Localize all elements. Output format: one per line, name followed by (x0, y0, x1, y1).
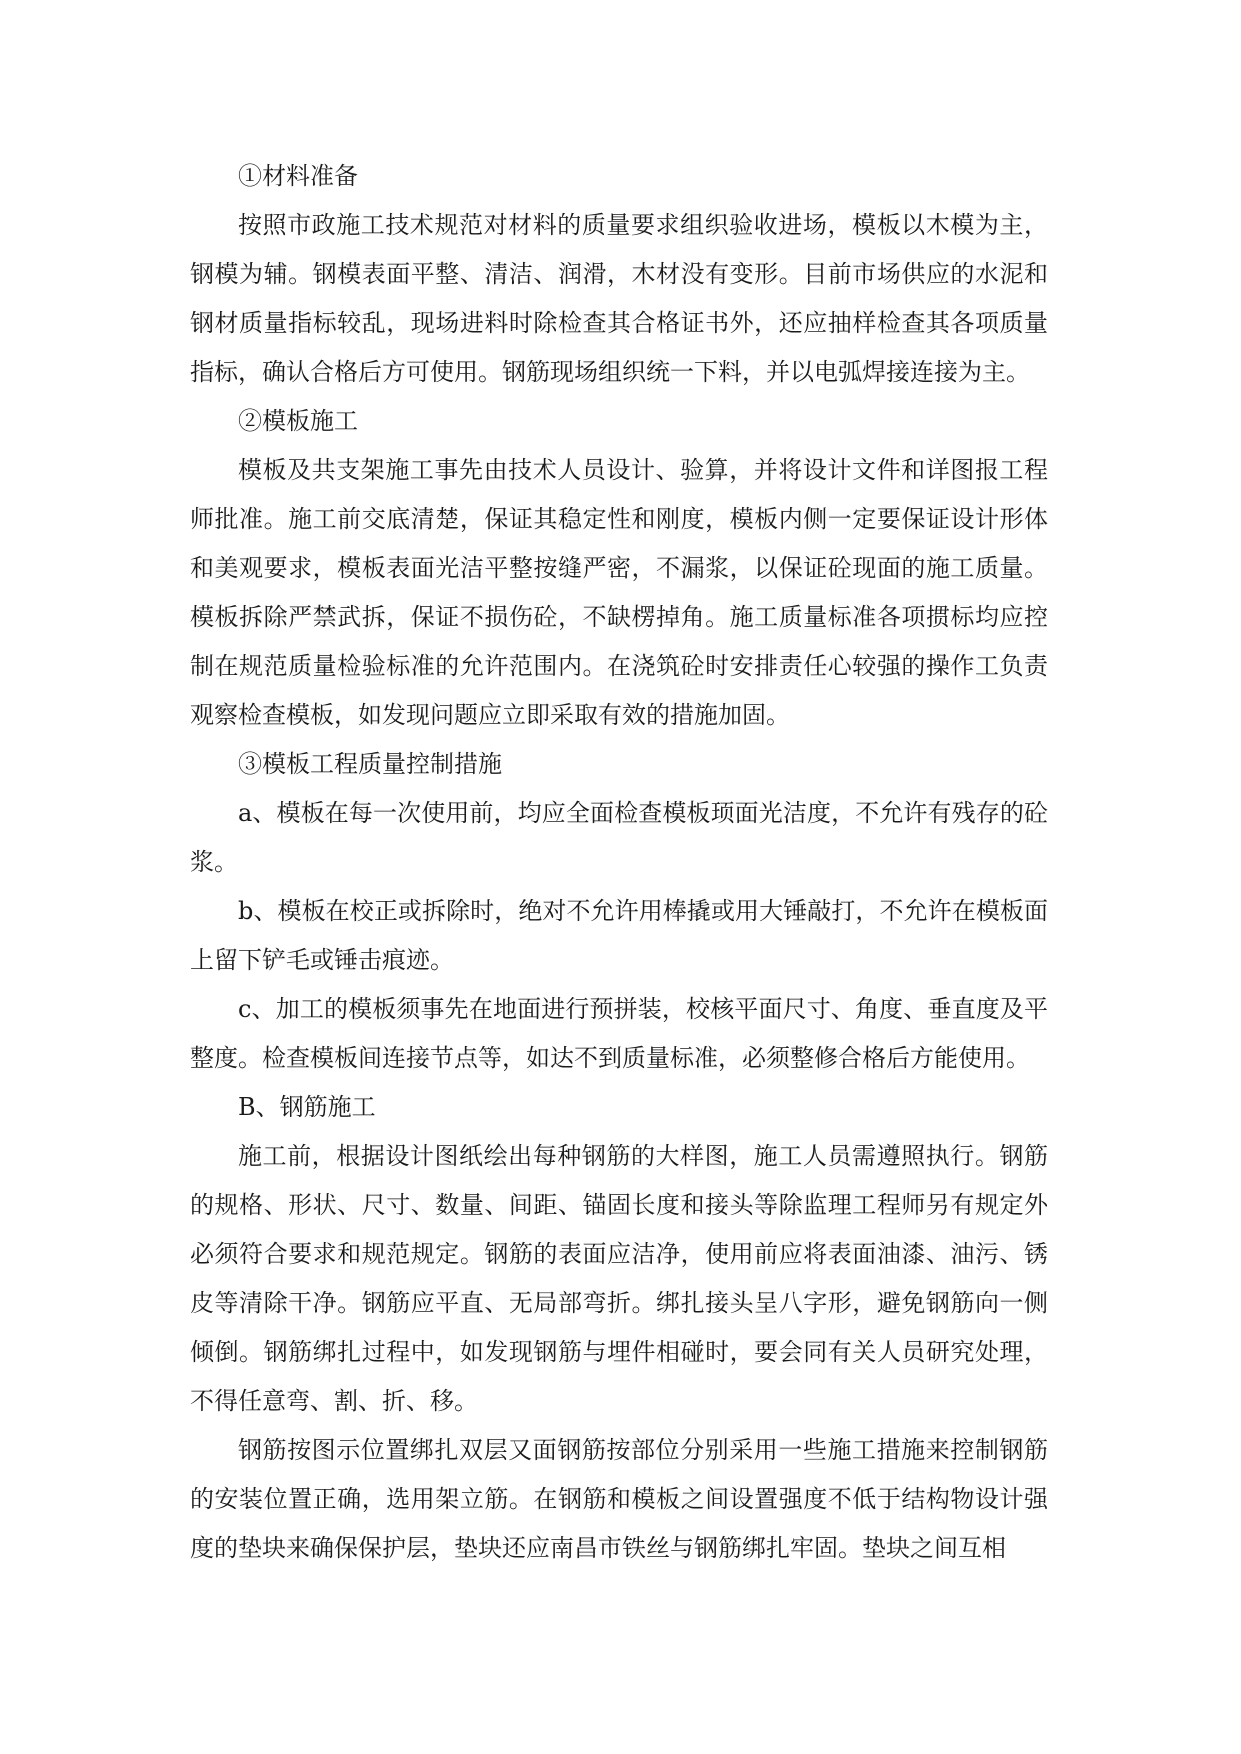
heading-rebar: B、钢筋施工 (238, 1093, 376, 1121)
document-body (190, 152, 1048, 1573)
para-item-a: a、模板在每一次使用前，均应全面检查模板顼面光洁度，不允许有残存的砼浆。 (190, 799, 1048, 876)
heading-materials-prep: ①材料准备 (238, 162, 358, 190)
para-formwork: 模板及共支架施工事先由技术人员设计、验算，并将设计文件和详图报工程师批准。施工前交底清楚，保证其稳定性和刚度，模板内侧一定要保证设计形体和美观要求，模板表面光洁平整按缝严密，不漏浆，以保证砼现面的施工质量。模板拆除严禁武拆，保证不损伤砼，不缺楞掉角。施工质量标准各项掼标均应控制在规范质量检验标准的允许范围内。在浇筑砼时安排责任心较强的操作工负责观察检查模板，如发现问题应立即采取有效的措施加固。 (190, 456, 1048, 729)
para-item-b: b、模板在校正或拆除时，绝对不允许用棒撬或用大锤敲打，不允许在模板面上留下铲毛或锤击痕迹。 (190, 897, 1048, 974)
heading-formwork-quality: ③模板工程质量控制措施 (238, 750, 502, 778)
para-item-c: c、加工的模板须事先在地面进行预拼装，校核平面尺寸、角度、垂直度及平整度。检查模板间连接节点等，如达不到质量标准，必须整修合格后方能使用。 (190, 995, 1048, 1072)
para-rebar-2: 钢筋按图示位置绑扎双层又面钢筋按部位分别采用一些施工措施来控制钢筋的安装位置正确，选用架立筋。在钢筋和模板之间设置强度不低于结构物设计强度的垫块来确保保护层，垫块还应南昌市铁丝与钢筋绑扎牢固。垫块之间互相 (190, 1436, 1048, 1562)
para-rebar-1: 施工前，根据设计图纸绘出每种钢筋的大样图，施工人员需遵照执行。钢筋的规格、形状、尺寸、数量、间距、锚固长度和接头等除监理工程师另有规定外必须符合要求和规范规定。钢筋的表面应洁净，使用前应将表面油漆、油污、锈皮等清除干净。钢筋应平直、无局部弯折。绑扎接头呈八字形，避免钢筋向一侧倾倒。钢筋绑扎过程中，如发现钢筋与埋件相碰时，要会同有关人员研究处理，不得任意弯、割、折、移。 (190, 1142, 1048, 1415)
heading-formwork: ②模板施工 (238, 407, 358, 435)
para-materials: 按照市政施工技术规范对材料的质量要求组织验收进场，模板以木模为主，钢模为辅。钢模表面平整、清洁、润滑，木材没有变形。目前市场供应的水泥和钢材质量指标较乱，现场进料时除检查其合格证书外，还应抽样检查其各项质量指标，确认合格后方可使用。钢筋现场组织统一下料，并以电弧焊接连接为主。 (190, 211, 1048, 386)
